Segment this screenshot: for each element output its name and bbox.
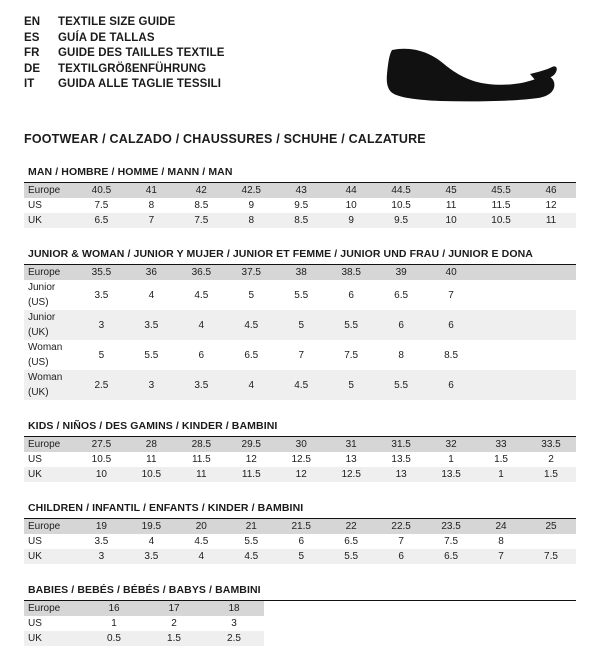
size-cell: 6.5 xyxy=(426,549,476,564)
language-title: TEXTILE SIZE GUIDE xyxy=(58,16,176,28)
size-cell: 44.5 xyxy=(376,183,426,198)
size-cell: 5 xyxy=(226,280,276,310)
size-cell: 7 xyxy=(276,340,326,370)
size-cell: 3 xyxy=(126,370,176,400)
size-row-label: US xyxy=(24,616,84,631)
size-cell: 8.5 xyxy=(276,213,326,228)
size-cell: 5 xyxy=(276,310,326,340)
size-cell: 22.5 xyxy=(376,519,426,534)
size-cell: 1.5 xyxy=(144,631,204,646)
size-cell: 5.5 xyxy=(126,340,176,370)
size-cell: 8 xyxy=(476,534,526,549)
size-cell: 10 xyxy=(76,467,126,482)
size-cell: 2 xyxy=(526,452,576,467)
table-row xyxy=(24,452,576,467)
size-cell: 7.5 xyxy=(326,340,376,370)
size-cell: 10.5 xyxy=(76,452,126,467)
size-cell: 7.5 xyxy=(526,549,576,564)
size-cell: 16 xyxy=(84,601,144,616)
size-cell xyxy=(526,280,576,310)
size-cell: 9 xyxy=(226,198,276,213)
size-cell: 8 xyxy=(376,340,426,370)
size-cell xyxy=(526,265,576,280)
size-cell: 21 xyxy=(226,519,276,534)
table-row xyxy=(24,519,576,534)
size-cell: 21.5 xyxy=(276,519,326,534)
size-cell xyxy=(476,310,526,340)
size-cell: 13.5 xyxy=(376,452,426,467)
table-row xyxy=(24,631,264,646)
table-row xyxy=(24,183,576,198)
size-cell: 7 xyxy=(126,213,176,228)
size-cell: 9.5 xyxy=(276,198,326,213)
size-cell: 39 xyxy=(376,265,426,280)
size-table xyxy=(24,437,576,482)
size-row-label: Europe xyxy=(24,183,76,198)
size-cell: 2 xyxy=(144,616,204,631)
size-cell: 3.5 xyxy=(126,549,176,564)
category-title: FOOTWEAR / CALZADO / CHAUSSURES / SCHUHE / CALZATURE xyxy=(24,132,426,146)
size-cell: 6 xyxy=(376,549,426,564)
size-row-label: US xyxy=(24,534,76,549)
language-code: ES xyxy=(24,31,40,44)
size-cell: 2.5 xyxy=(204,631,264,646)
size-row-label: US xyxy=(24,198,76,213)
size-row-label: UK xyxy=(24,549,76,564)
size-cell: 31.5 xyxy=(376,437,426,452)
size-cell: 1.5 xyxy=(476,452,526,467)
size-cell: 6.5 xyxy=(76,213,126,228)
size-cell: 4.5 xyxy=(176,280,226,310)
size-cell: 6.5 xyxy=(376,280,426,310)
size-cell: 11.5 xyxy=(476,198,526,213)
size-cell: 30 xyxy=(276,437,326,452)
size-cell: 7.5 xyxy=(76,198,126,213)
size-cell: 10 xyxy=(426,213,476,228)
size-cell: 46 xyxy=(526,183,576,198)
size-row-label: Europe xyxy=(24,437,76,452)
size-cell: 4 xyxy=(226,370,276,400)
size-cell: 11 xyxy=(176,467,226,482)
language-title: GUÍA DE TALLAS xyxy=(58,31,155,44)
size-block-title: MAN / HOMBRE / HOMME / MANN / MAN xyxy=(24,166,576,183)
size-table xyxy=(24,183,576,228)
size-cell: 3 xyxy=(204,616,264,631)
table-row xyxy=(24,265,576,280)
size-cell: 4 xyxy=(126,280,176,310)
size-cell: 11 xyxy=(426,198,476,213)
size-cell xyxy=(526,534,576,549)
size-cell: 4.5 xyxy=(226,549,276,564)
table-row xyxy=(24,280,576,310)
size-cell: 38 xyxy=(276,265,326,280)
size-cell: 3.5 xyxy=(126,310,176,340)
size-cell: 31 xyxy=(326,437,376,452)
size-cell: 41 xyxy=(126,183,176,198)
size-cell: 8 xyxy=(126,198,176,213)
size-cell: 45.5 xyxy=(476,183,526,198)
table-row xyxy=(24,370,576,400)
size-cell: 10.5 xyxy=(126,467,176,482)
size-table xyxy=(24,519,576,564)
size-cell: 6 xyxy=(176,340,226,370)
size-cell: 5 xyxy=(76,340,126,370)
size-cell: 8.5 xyxy=(426,340,476,370)
table-row xyxy=(24,310,576,340)
size-cell: 1 xyxy=(84,616,144,631)
size-cell: 13.5 xyxy=(426,467,476,482)
size-cell: 12 xyxy=(526,198,576,213)
page-header xyxy=(24,16,576,120)
size-cell: 20 xyxy=(176,519,226,534)
size-cell: 7 xyxy=(376,534,426,549)
size-cell: 11.5 xyxy=(226,467,276,482)
size-block xyxy=(24,584,576,646)
size-cell: 17 xyxy=(144,601,204,616)
size-block xyxy=(24,502,576,564)
size-cell: 5 xyxy=(326,370,376,400)
size-cell: 3 xyxy=(76,310,126,340)
language-code: FR xyxy=(24,47,40,59)
size-cell: 7.5 xyxy=(176,213,226,228)
size-cell: 0.5 xyxy=(84,631,144,646)
size-cell: 33.5 xyxy=(526,437,576,452)
size-cell: 4.5 xyxy=(226,310,276,340)
size-row-label: Woman (US) xyxy=(24,340,76,370)
language-title: TEXTILGRÖßENFÜHRUNG xyxy=(58,62,207,75)
size-cell: 5.5 xyxy=(226,534,276,549)
size-cell xyxy=(526,310,576,340)
size-cell: 25 xyxy=(526,519,576,534)
size-cell: 22 xyxy=(326,519,376,534)
size-cell: 23.5 xyxy=(426,519,476,534)
size-cell: 3.5 xyxy=(76,280,126,310)
language-row xyxy=(24,47,225,63)
size-cell xyxy=(476,340,526,370)
size-table xyxy=(24,601,264,646)
table-row xyxy=(24,534,576,549)
size-cell: 4 xyxy=(176,549,226,564)
size-cell: 6.5 xyxy=(326,534,376,549)
size-cell: 12.5 xyxy=(326,467,376,482)
size-block xyxy=(24,420,576,482)
size-cell xyxy=(526,370,576,400)
size-cell xyxy=(526,340,576,370)
dress-shoe-icon xyxy=(378,34,558,108)
table-row xyxy=(24,437,576,452)
size-cell: 13 xyxy=(376,467,426,482)
size-cell: 40 xyxy=(426,265,476,280)
size-cell: 6 xyxy=(426,370,476,400)
table-row xyxy=(24,198,576,213)
size-block-title: CHILDREN / INFANTIL / ENFANTS / KINDER / BAMBINI xyxy=(24,502,576,519)
size-cell: 11.5 xyxy=(176,452,226,467)
language-row xyxy=(24,63,225,79)
size-cell: 5.5 xyxy=(376,370,426,400)
size-cell: 6.5 xyxy=(226,340,276,370)
size-cell: 4 xyxy=(126,534,176,549)
size-cell: 4.5 xyxy=(276,370,326,400)
language-code: EN xyxy=(24,16,41,28)
size-cell: 5.5 xyxy=(326,310,376,340)
size-cell: 1 xyxy=(476,467,526,482)
size-row-label: Woman (UK) xyxy=(24,370,76,400)
language-title: GUIDA ALLE TAGLIE TESSILI xyxy=(58,78,222,90)
size-cell: 45 xyxy=(426,183,476,198)
size-cell: 5 xyxy=(276,549,326,564)
size-cell: 3.5 xyxy=(176,370,226,400)
size-cell: 5.5 xyxy=(326,549,376,564)
size-cell: 8 xyxy=(226,213,276,228)
size-row-label: Junior (US) xyxy=(24,280,76,310)
size-cell: 6 xyxy=(426,310,476,340)
size-cell: 12.5 xyxy=(276,452,326,467)
language-code: IT xyxy=(24,78,35,90)
language-code: DE xyxy=(24,62,41,75)
size-row-label: Europe xyxy=(24,519,76,534)
size-cell: 43 xyxy=(276,183,326,198)
language-row xyxy=(24,78,225,94)
size-cell xyxy=(476,265,526,280)
table-row xyxy=(24,601,264,616)
size-block-title: BABIES / BEBÉS / BÉBÉS / BABYS / BAMBINI xyxy=(24,584,576,601)
size-cell: 3.5 xyxy=(76,534,126,549)
size-row-label: Europe xyxy=(24,601,84,616)
size-blocks xyxy=(24,166,576,646)
table-row xyxy=(24,549,576,564)
size-cell: 7 xyxy=(426,280,476,310)
size-cell: 4.5 xyxy=(176,534,226,549)
size-cell: 7 xyxy=(476,549,526,564)
size-cell: 18 xyxy=(204,601,264,616)
size-cell xyxy=(476,370,526,400)
size-cell: 4 xyxy=(176,310,226,340)
size-cell: 10 xyxy=(326,198,376,213)
size-cell: 36.5 xyxy=(176,265,226,280)
size-cell: 42.5 xyxy=(226,183,276,198)
size-cell: 10.5 xyxy=(376,198,426,213)
size-cell: 13 xyxy=(326,452,376,467)
size-cell: 12 xyxy=(276,467,326,482)
size-block xyxy=(24,166,576,228)
size-cell: 5.5 xyxy=(276,280,326,310)
size-cell: 33 xyxy=(476,437,526,452)
language-title: GUIDE DES TAILLES TEXTILE xyxy=(58,47,225,59)
language-title-list xyxy=(24,16,225,94)
size-cell: 11 xyxy=(526,213,576,228)
table-row xyxy=(24,213,576,228)
size-cell: 11 xyxy=(126,452,176,467)
table-row xyxy=(24,340,576,370)
size-cell: 1 xyxy=(426,452,476,467)
size-cell: 19.5 xyxy=(126,519,176,534)
size-cell: 37.5 xyxy=(226,265,276,280)
size-cell xyxy=(476,280,526,310)
size-cell: 42 xyxy=(176,183,226,198)
size-row-label: Junior (UK) xyxy=(24,310,76,340)
size-row-label: UK xyxy=(24,213,76,228)
size-cell: 19 xyxy=(76,519,126,534)
size-cell: 2.5 xyxy=(76,370,126,400)
size-cell: 44 xyxy=(326,183,376,198)
size-block-title: JUNIOR & WOMAN / JUNIOR Y MUJER / JUNIOR ET FEMME / JUNIOR UND FRAU / JUNIOR E DONA xyxy=(24,248,576,265)
size-row-label: US xyxy=(24,452,76,467)
size-cell: 28 xyxy=(126,437,176,452)
size-table xyxy=(24,265,576,400)
size-row-label: Europe xyxy=(24,265,76,280)
size-cell: 24 xyxy=(476,519,526,534)
size-cell: 1.5 xyxy=(526,467,576,482)
size-cell: 9 xyxy=(326,213,376,228)
size-cell: 12 xyxy=(226,452,276,467)
table-row xyxy=(24,616,264,631)
size-cell: 29.5 xyxy=(226,437,276,452)
size-cell: 27.5 xyxy=(76,437,126,452)
language-row xyxy=(24,16,225,32)
size-cell: 6 xyxy=(326,280,376,310)
table-row xyxy=(24,467,576,482)
size-cell: 9.5 xyxy=(376,213,426,228)
size-cell: 6 xyxy=(276,534,326,549)
size-cell: 40.5 xyxy=(76,183,126,198)
size-cell: 10.5 xyxy=(476,213,526,228)
size-cell: 32 xyxy=(426,437,476,452)
size-cell: 36 xyxy=(126,265,176,280)
size-block-title: KIDS / NIÑOS / DES GAMINS / KINDER / BAMBINI xyxy=(24,420,576,437)
size-block xyxy=(24,248,576,400)
size-cell: 8.5 xyxy=(176,198,226,213)
size-cell: 28.5 xyxy=(176,437,226,452)
size-cell: 7.5 xyxy=(426,534,476,549)
size-cell: 3 xyxy=(76,549,126,564)
size-row-label: UK xyxy=(24,467,76,482)
size-cell: 35.5 xyxy=(76,265,126,280)
language-row xyxy=(24,32,225,48)
size-cell: 6 xyxy=(376,310,426,340)
size-row-label: UK xyxy=(24,631,84,646)
size-cell: 38.5 xyxy=(326,265,376,280)
